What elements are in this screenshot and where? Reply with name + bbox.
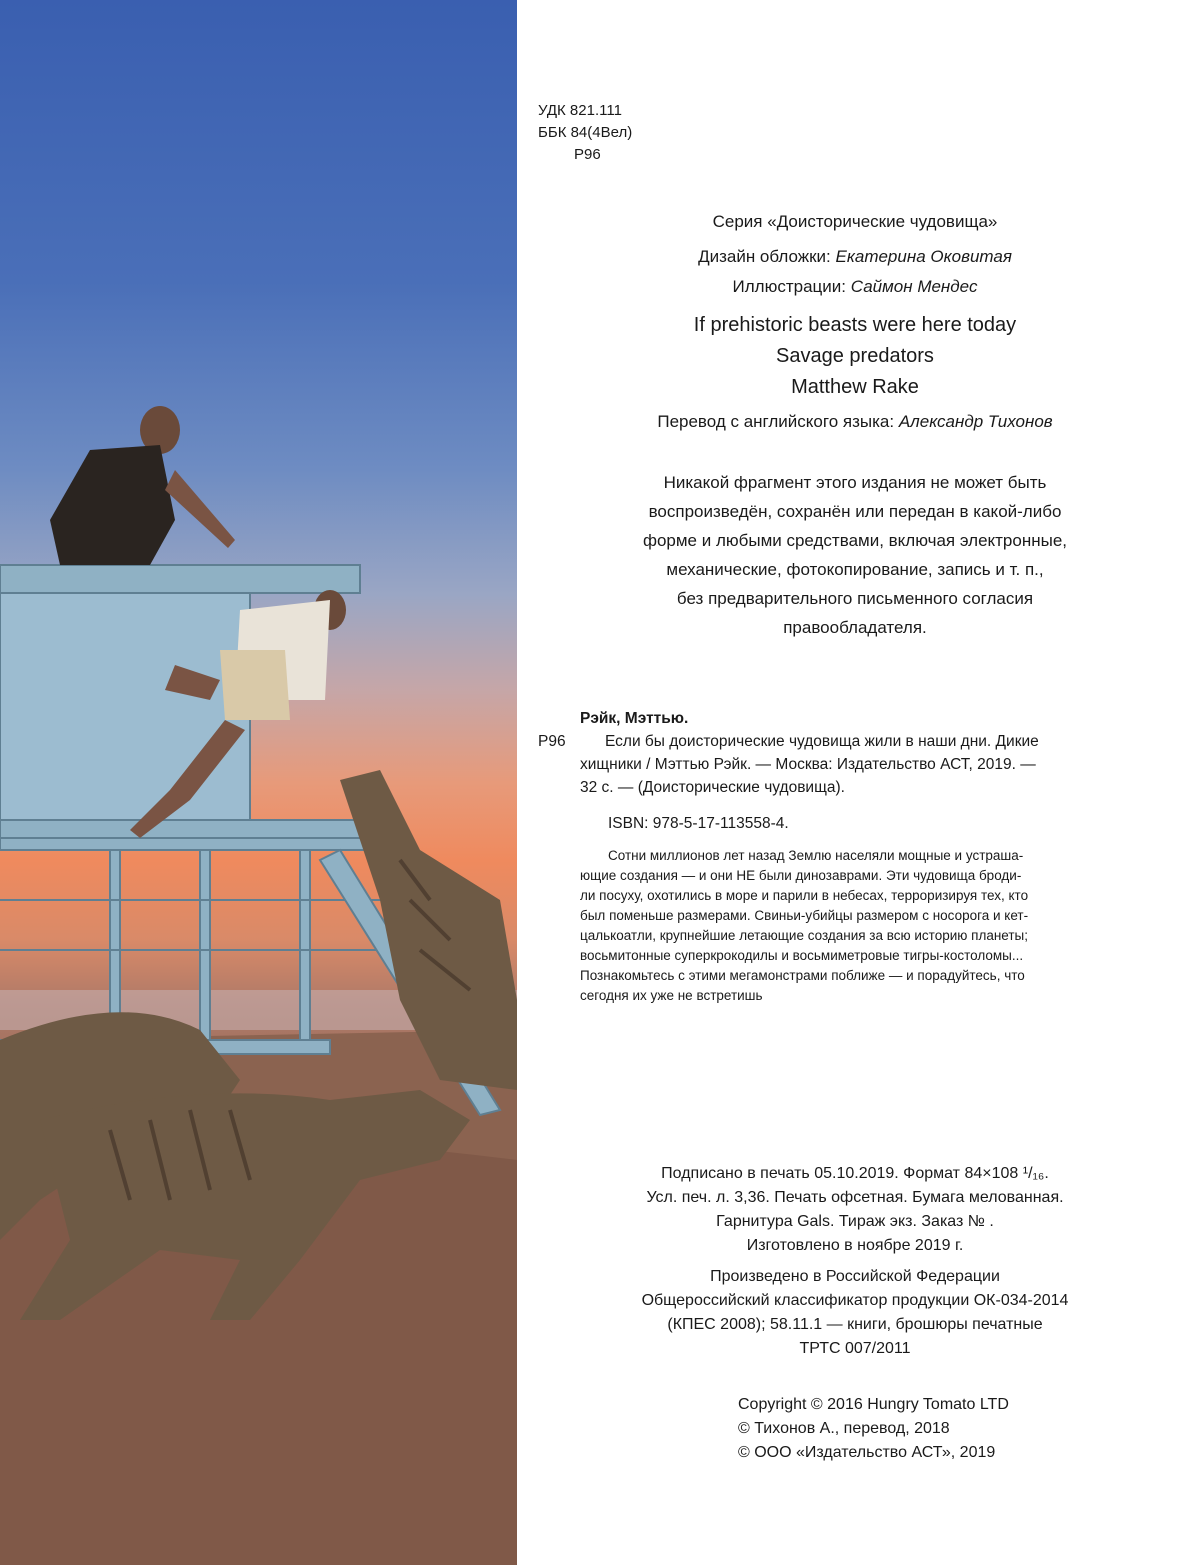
series-line: Серия «Доисторические чудовища» (712, 212, 998, 231)
notice-line: механические, фотокопирование, запись и т. п., (666, 560, 1044, 579)
notice-line: Никакой фрагмент этого издания не может быть (663, 473, 1047, 492)
abstract-line: сегодня их уже не встретишь (580, 988, 763, 1003)
man-crouching-silhouette (50, 406, 235, 565)
abstract-line: ли посуху, охотились в море и парили в небесах, терроризируя тех, кто (580, 888, 1029, 903)
illustrations-label: Иллюстрации: (732, 277, 847, 296)
copyright-notice (517, 468, 1193, 642)
bbk-code: ББК 84(4Вел) (538, 124, 633, 141)
udk-code: УДК 821.111 (538, 102, 622, 119)
original-subtitle: Savage predators (776, 345, 934, 367)
abstract-line: цалькоатли, крупнейшие летающие создания за всю историю планеты; (580, 928, 1028, 943)
print-line: Гарнитура Gals. Тираж экз. Заказ № . (716, 1213, 994, 1230)
production-info (517, 1265, 1193, 1361)
notice-line: форме и любыми средствами, включая электронные, (642, 531, 1068, 550)
cover-design-line (517, 247, 1193, 267)
print-info (517, 1162, 1193, 1258)
production-line: Произведено в Российской Федерации (710, 1268, 1000, 1285)
cover-designer-name: Екатерина Оковитая (835, 247, 1012, 266)
translation-label: Перевод с английского языка: (657, 412, 895, 431)
print-line: Изготовлено в ноябре 2019 г. (746, 1237, 964, 1254)
notice-line: правообладателя. (783, 618, 927, 637)
abstract-line: Сотни миллионов лет назад Землю населяли мощные и устраша- (608, 848, 1024, 863)
copyright-line: Copyright © 2016 Hungry Tomato LTD (738, 1396, 1009, 1413)
copyright-line: © ООО «Издательство АСТ», 2019 (738, 1444, 996, 1461)
cover-illustration (0, 0, 517, 1565)
copyright-block (738, 1393, 1009, 1465)
bib-code: Р96 (538, 733, 566, 750)
notice-line: воспроизведён, сохранён или передан в какой-либо (648, 502, 1062, 521)
bib-author: Рэйк, Мэттью. (580, 710, 689, 727)
abstract (580, 846, 1120, 1006)
abstract-line: Познакомьтесь с этими мегамонстрами поближе — и порадуйтесь, что (580, 968, 1025, 983)
print-line: Подписано в печать 05.10.2019. Формат 84×108 ¹/₁₆. (661, 1165, 1049, 1182)
illustrator-name: Саймон Мендес (850, 277, 978, 296)
bib-line-3: 32 с. — (Доисторические чудовища). (580, 779, 845, 796)
cover-design-label: Дизайн обложки: (698, 247, 831, 266)
notice-line: без предварительного письменного согласия (676, 589, 1034, 608)
production-line: Общероссийский классификатор продукции ОК-034-2014 (641, 1292, 1069, 1309)
abstract-line: восьмитонные суперкрокодилы и восьмиметровые тигры-костоломы... (580, 948, 1024, 963)
bib-line-1: Если бы доисторические чудовища жили в наши дни. Дикие (605, 733, 1039, 750)
isbn: ISBN: 978-5-17-113558-4. (608, 815, 789, 832)
print-line: Усл. печ. л. 3,36. Печать офсетная. Бумага мелованная. (646, 1189, 1064, 1206)
author-code: Р96 (574, 146, 601, 163)
production-line: (КПЕС 2008); 58.11.1 — книги, брошюры печатные (667, 1316, 1043, 1333)
illustrations-line (517, 277, 1193, 297)
abstract-line: был поменьше размерами. Свиньи-убийцы размером с носорога и кет- (580, 908, 1029, 923)
original-title: If prehistoric beasts were here today (693, 314, 1017, 336)
copyright-line: © Тихонов А., перевод, 2018 (738, 1420, 950, 1437)
original-author: Matthew Rake (791, 376, 919, 398)
production-line: ТРТС 007/2011 (799, 1340, 911, 1357)
abstract-line: ющие создания — и они НЕ были динозаврами. Эти чудовища броди- (580, 868, 1022, 883)
bib-line-2: хищники / Мэттью Рэйк. — Москва: Издательство АСТ, 2019. — (580, 756, 1036, 773)
translation-line (517, 412, 1193, 432)
beach-scene-illustration (0, 0, 517, 1565)
translator-name: Александр Тихонов (898, 412, 1053, 431)
